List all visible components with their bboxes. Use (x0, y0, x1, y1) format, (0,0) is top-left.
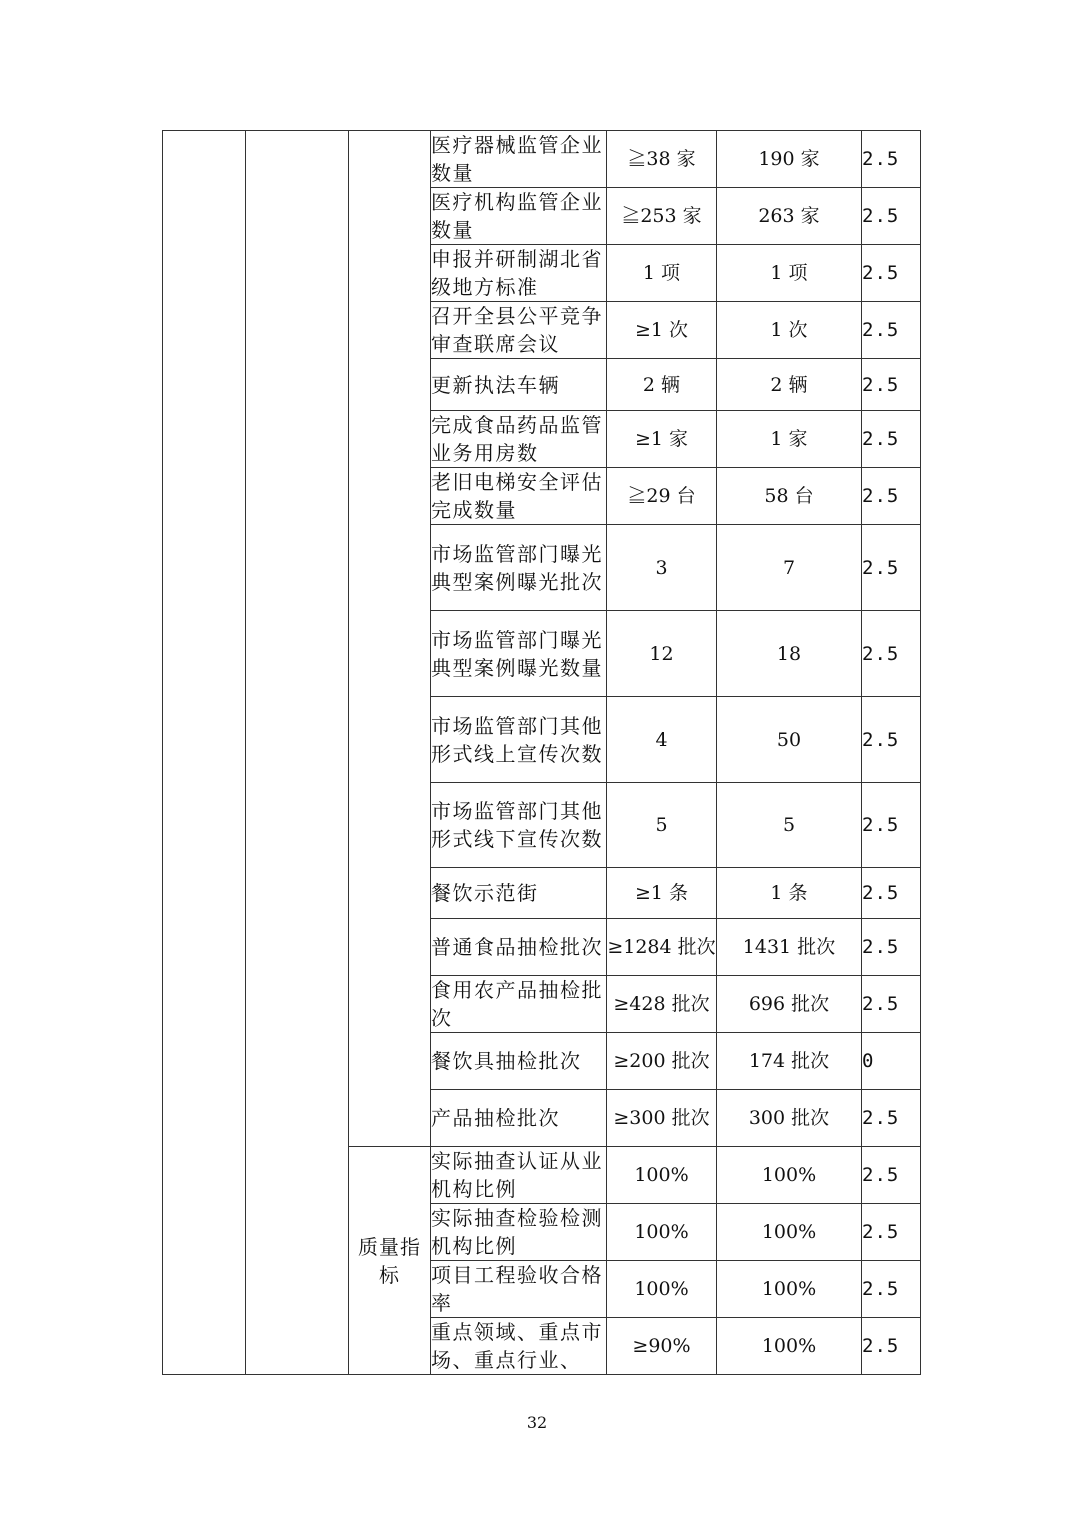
target-value: ≧29 台 (607, 468, 717, 525)
score-value: 2.5 (862, 976, 921, 1033)
score-value: 2.5 (862, 783, 921, 868)
quality-indicator-category: 质量指标 (349, 1147, 431, 1375)
actual-value: 1 条 (717, 868, 862, 919)
score-value: 2.5 (862, 245, 921, 302)
indicator-name: 市场监管部门曝光典型案例曝光数量 (431, 611, 607, 697)
actual-value: 1 次 (717, 302, 862, 359)
indicator-name: 餐饮示范街 (431, 868, 607, 919)
target-value: 4 (607, 697, 717, 783)
page-number: 32 (526, 1413, 548, 1432)
target-value: 1 项 (607, 245, 717, 302)
actual-value: 2 辆 (717, 359, 862, 411)
score-value: 2.5 (862, 411, 921, 468)
indicator-name: 食用农产品抽检批次 (431, 976, 607, 1033)
empty-subcategory-cell (246, 131, 349, 1375)
indicator-table (162, 130, 921, 1375)
indicator-name: 老旧电梯安全评估完成数量 (431, 468, 607, 525)
indicator-name: 项目工程验收合格率 (431, 1261, 607, 1318)
actual-value: 174 批次 (717, 1033, 862, 1090)
table-row (163, 131, 921, 188)
score-value: 2.5 (862, 868, 921, 919)
actual-value: 100% (717, 1318, 862, 1375)
target-value: ≥1 次 (607, 302, 717, 359)
actual-value: 18 (717, 611, 862, 697)
score-value: 2.5 (862, 1090, 921, 1147)
indicator-name: 市场监管部门其他形式线下宣传次数 (431, 783, 607, 868)
empty-indicator-type-cell (349, 131, 431, 1147)
score-value: 2.5 (862, 1318, 921, 1375)
score-value: 0 (862, 1033, 921, 1090)
target-value: 100% (607, 1147, 717, 1204)
target-value: ≥200 批次 (607, 1033, 717, 1090)
target-value: ≥300 批次 (607, 1090, 717, 1147)
actual-value: 696 批次 (717, 976, 862, 1033)
score-value: 2.5 (862, 1204, 921, 1261)
actual-value: 1 家 (717, 411, 862, 468)
score-value: 2.5 (862, 468, 921, 525)
indicator-name: 产品抽检批次 (431, 1090, 607, 1147)
target-value: ≥1 家 (607, 411, 717, 468)
indicator-name: 更新执法车辆 (431, 359, 607, 411)
indicator-name: 医疗器械监管企业数量 (431, 131, 607, 188)
indicator-name: 实际抽查认证从业机构比例 (431, 1147, 607, 1204)
indicator-name: 召开全县公平竞争审查联席会议 (431, 302, 607, 359)
actual-value: 5 (717, 783, 862, 868)
indicator-name: 实际抽查检验检测机构比例 (431, 1204, 607, 1261)
actual-value: 58 台 (717, 468, 862, 525)
score-value: 2.5 (862, 525, 921, 611)
target-value: 12 (607, 611, 717, 697)
score-value: 2.5 (862, 302, 921, 359)
target-value: 2 辆 (607, 359, 717, 411)
target-value: ≥1 条 (607, 868, 717, 919)
score-value: 2.5 (862, 1261, 921, 1318)
actual-value: 100% (717, 1147, 862, 1204)
score-value: 2.5 (862, 131, 921, 188)
indicator-name: 医疗机构监管企业数量 (431, 188, 607, 245)
actual-value: 100% (717, 1261, 862, 1318)
actual-value: 190 家 (717, 131, 862, 188)
indicator-name: 餐饮具抽检批次 (431, 1033, 607, 1090)
actual-value: 100% (717, 1204, 862, 1261)
indicator-name: 申报并研制湖北省级地方标准 (431, 245, 607, 302)
actual-value: 7 (717, 525, 862, 611)
score-value: 2.5 (862, 611, 921, 697)
indicator-name: 完成食品药品监管业务用房数 (431, 411, 607, 468)
actual-value: 263 家 (717, 188, 862, 245)
score-value: 2.5 (862, 919, 921, 976)
score-value: 2.5 (862, 188, 921, 245)
indicator-name: 市场监管部门曝光典型案例曝光批次 (431, 525, 607, 611)
target-value: ≥428 批次 (607, 976, 717, 1033)
target-value: ≥90% (607, 1318, 717, 1375)
indicator-name: 重点领域、重点市场、重点行业、 (431, 1318, 607, 1375)
target-value: ≧38 家 (607, 131, 717, 188)
score-value: 2.5 (862, 697, 921, 783)
target-value: ≥1284 批次 (607, 919, 717, 976)
indicator-name: 市场监管部门其他形式线上宣传次数 (431, 697, 607, 783)
actual-value: 1 项 (717, 245, 862, 302)
target-value: 100% (607, 1204, 717, 1261)
score-value: 2.5 (862, 1147, 921, 1204)
target-value: ≧253 家 (607, 188, 717, 245)
target-value: 100% (607, 1261, 717, 1318)
indicator-name: 普通食品抽检批次 (431, 919, 607, 976)
actual-value: 50 (717, 697, 862, 783)
actual-value: 300 批次 (717, 1090, 862, 1147)
target-value: 5 (607, 783, 717, 868)
actual-value: 1431 批次 (717, 919, 862, 976)
target-value: 3 (607, 525, 717, 611)
empty-category-cell (163, 131, 246, 1375)
score-value: 2.5 (862, 359, 921, 411)
